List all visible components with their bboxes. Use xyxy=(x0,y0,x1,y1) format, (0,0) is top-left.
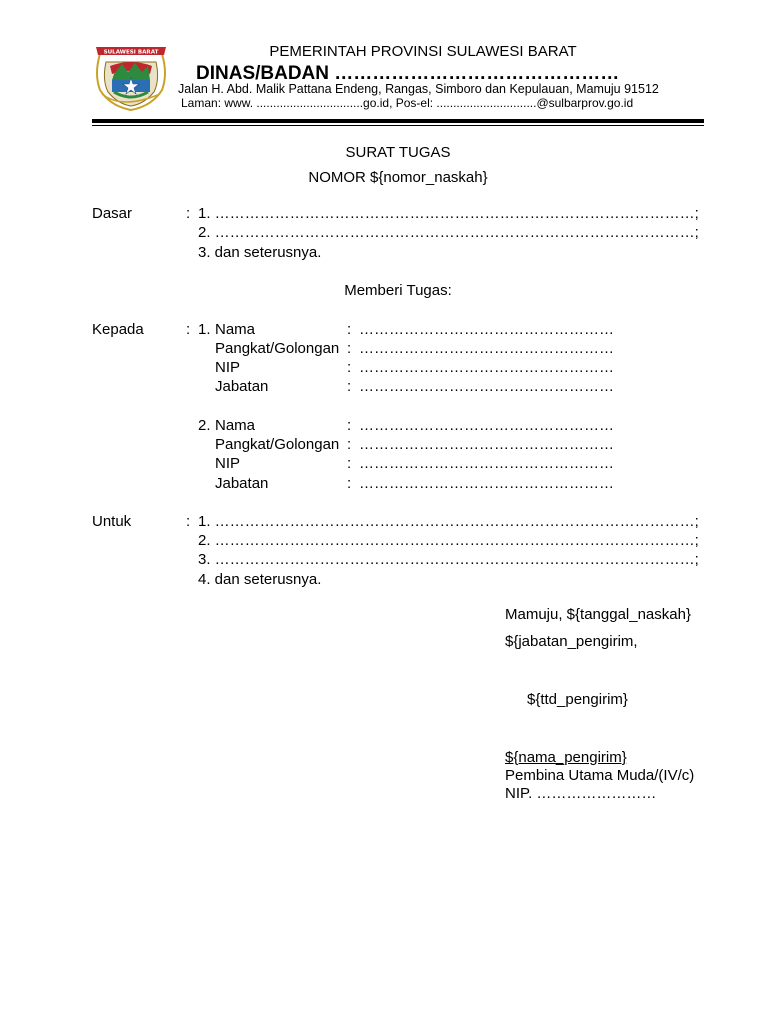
dasar-item: 1. ……………………………………………………………………………………; xyxy=(198,205,699,222)
untuk-item: 1. ……………………………………………………………………………………; xyxy=(198,513,699,530)
letterhead-rule-thick xyxy=(92,119,704,123)
dasar-item: 3. dan seterusnya. xyxy=(198,244,322,261)
field-colon: : xyxy=(347,436,352,453)
field-colon: : xyxy=(347,321,352,338)
document-number: NOMOR ${nomor_naskah} xyxy=(308,169,488,186)
field-label: Jabatan xyxy=(215,378,269,395)
agency-contact: Laman: www. ................................go.id, Pos-el: ..............................@sulbarprov.go.id xyxy=(181,96,634,110)
person-number: 1. xyxy=(198,321,211,338)
dasar-item: 2. ……………………………………………………………………………………; xyxy=(198,224,699,241)
field-value: …………………………………………… xyxy=(359,417,614,434)
person-number: 2. xyxy=(198,417,211,434)
signature-place-date: Mamuju, ${tanggal_naskah} xyxy=(505,606,691,623)
kepada-label: Kepada xyxy=(92,321,144,338)
memberi-tugas-heading: Memberi Tugas: xyxy=(344,282,452,299)
field-value: …………………………………………… xyxy=(359,455,614,472)
letterhead-rule-thin xyxy=(92,125,704,126)
document-title: SURAT TUGAS xyxy=(345,144,451,161)
signature-nip: NIP. …………………… xyxy=(505,785,657,802)
field-value: …………………………………………… xyxy=(359,359,614,376)
field-colon: : xyxy=(347,475,352,492)
dasar-label: Dasar xyxy=(92,205,133,222)
untuk-label: Untuk xyxy=(92,513,132,530)
field-label: NIP xyxy=(215,359,241,376)
logo-banner-text: SULAWESI BARAT xyxy=(103,49,159,56)
field-colon: : xyxy=(347,378,352,395)
signature-name: ${nama_pengirim} xyxy=(505,749,627,766)
signature-ttd: ${ttd_pengirim} xyxy=(527,691,628,708)
field-colon: : xyxy=(347,340,352,357)
field-label: Nama xyxy=(215,417,256,434)
field-label: Nama xyxy=(215,321,256,338)
field-value: …………………………………………… xyxy=(359,436,614,453)
agency-address: Jalan H. Abd. Malik Pattana Endeng, Rangas, Simboro dan Kepulauan, Mamuju 91512 xyxy=(178,82,659,96)
field-label: Jabatan xyxy=(215,475,269,492)
government-name: PEMERINTAH PROVINSI SULAWESI BARAT xyxy=(269,43,577,60)
untuk-item: 2. ……………………………………………………………………………………; xyxy=(198,532,699,549)
agency-name: DINAS/BADAN ……………………………………… xyxy=(196,63,620,84)
untuk-item: 3. ……………………………………………………………………………………; xyxy=(198,551,699,568)
field-value: …………………………………………… xyxy=(359,378,614,395)
field-label: Pangkat/Golongan xyxy=(215,340,340,357)
signature-position: ${jabatan_pengirim, xyxy=(505,633,638,650)
field-label: NIP xyxy=(215,455,241,472)
field-value: …………………………………………… xyxy=(359,475,614,492)
kepada-colon: : xyxy=(186,321,191,338)
dasar-colon: : xyxy=(186,205,191,222)
field-colon: : xyxy=(347,455,352,472)
field-colon: : xyxy=(347,417,352,434)
untuk-colon: : xyxy=(186,513,191,530)
field-label: Pangkat/Golongan xyxy=(215,436,340,453)
field-value: …………………………………………… xyxy=(359,340,614,357)
untuk-item: 4. dan seterusnya. xyxy=(198,571,322,588)
field-colon: : xyxy=(347,359,352,376)
field-value: …………………………………………… xyxy=(359,321,614,338)
signature-rank: Pembina Utama Muda/(IV/c) xyxy=(505,767,695,784)
